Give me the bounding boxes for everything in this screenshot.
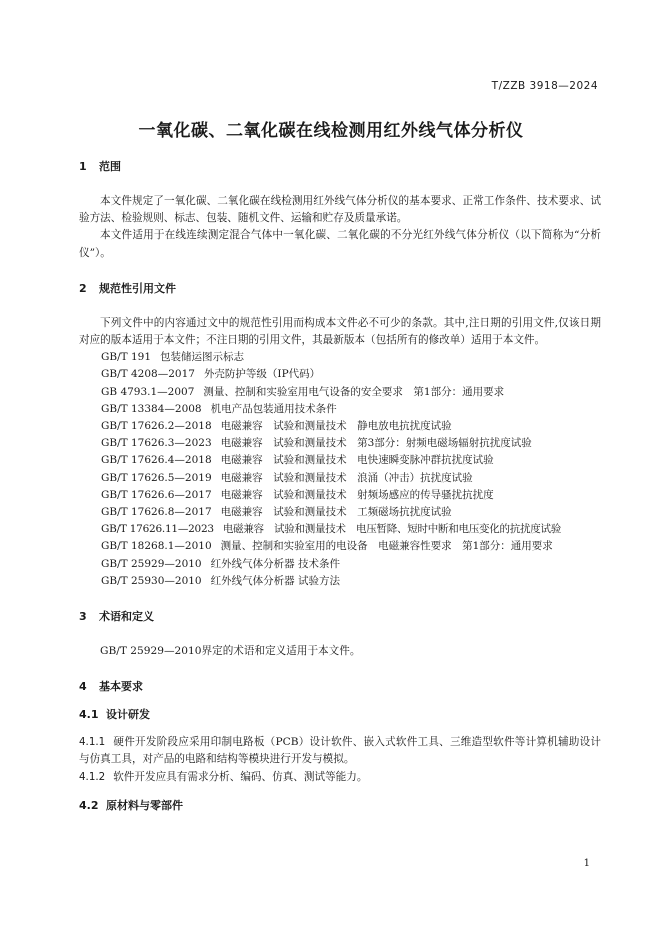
reference-name: 电磁兼容 试验和测量技术 静电放电抗扰度试验 (220, 420, 452, 433)
reference-item (79, 418, 601, 435)
reference-item (79, 556, 601, 573)
reference-name: 红外线气体分析器 技术条件 (210, 557, 340, 570)
section-number: 4 (79, 680, 87, 694)
reference-item (79, 349, 601, 366)
reference-name: 测量、控制和实验室用电气设备的安全要求 第1部分：通用要求 (203, 385, 505, 398)
reference-code: GB/T 17626.5—2019 (101, 471, 212, 484)
section-4-heading (79, 678, 601, 695)
reference-code: GB/T 4208—2017 (101, 368, 195, 381)
reference-code: GB/T 18268.1—2010 (101, 540, 212, 553)
section-3-heading (79, 608, 601, 625)
reference-list (79, 349, 601, 590)
reference-item (79, 452, 601, 469)
reference-item (79, 504, 601, 521)
subsection-number: 4.2 (79, 798, 99, 812)
reference-code: GB/T 17626.3—2023 (101, 437, 212, 450)
document-title: 一氧化碳、二氧化碳在线检测用红外线气体分析仪 (138, 121, 524, 141)
scope-paragraph-1: 本文件规定了一氧化碳、二氧化碳在线检测用红外线气体分析仪的基本要求、正常工作条件、技术要求、试验方法、检验规则、标志、包装、随机文件、运输和贮存及质量承诺。 (79, 195, 601, 225)
reference-name: 测量、控制和实验室用的电设备 电磁兼容性要求 第1部分：通用要求 (220, 540, 553, 553)
reference-item (79, 401, 601, 418)
section-title: 规范性引用文件 (99, 281, 176, 295)
reference-name: 电磁兼容 试验和测量技术 工频磁场抗扰度试验 (220, 506, 452, 519)
subsection-4-2-heading (79, 797, 601, 814)
reference-code: GB 4793.1—2007 (101, 385, 195, 398)
terms-paragraph: GB/T 25929—2010界定的术语和定义适用于本文件。 (100, 645, 361, 658)
reference-item (79, 521, 601, 538)
section-title: 术语和定义 (99, 610, 154, 624)
clause-4-1-2 (79, 769, 601, 786)
reference-item (79, 435, 601, 452)
reference-code: GB/T 17626.4—2018 (101, 454, 212, 467)
reference-name: 红外线气体分析器 试验方法 (210, 574, 340, 587)
reference-code: GB/T 17626.11—2023 (101, 523, 214, 536)
document-body (79, 158, 601, 814)
standard-code: T/ZZB 3918—2024 (491, 80, 598, 92)
reference-name: 外壳防护等级（IP代码） (203, 368, 321, 381)
reference-code: GB/T 13384—2008 (101, 402, 202, 415)
section-number: 1 (79, 160, 87, 173)
subsection-title: 原材料与零部件 (106, 798, 183, 812)
reference-name: 机电产品包装通用技术条件 (210, 402, 337, 415)
reference-code: GB/T 17626.6—2017 (101, 488, 212, 501)
page-number: 1 (583, 858, 590, 869)
reference-name: 电磁兼容 试验和测量技术 电快速瞬变脉冲群抗扰度试验 (220, 454, 494, 467)
normative-intro: 下列文件中的内容通过文中的规范性引用而构成本文件必不可少的条款。其中,注日期的引用文件,仅该日期对应的版本适用于本文件；不注日期的引用文件，其最新版本（包括所有的修改单）适用于本文件。 (79, 316, 601, 347)
reference-code: GB/T 191 (101, 351, 152, 364)
reference-item (79, 573, 601, 590)
reference-code: GB/T 25930—2010 (101, 574, 202, 587)
clause-4-1-1 (79, 734, 601, 768)
subsection-4-1-heading (79, 706, 601, 723)
section-number: 3 (79, 610, 87, 624)
reference-item (79, 538, 601, 555)
clause-number: 4.1.1 (79, 736, 106, 749)
clause-text: 硬件开发阶段应采用印制电路板（PCB）设计软件、嵌入式软件工具、三维造型软件等计算机辅助设计与仿真工具，对产品的电路和结构等模块进行开发与模拟。 (79, 736, 601, 766)
section-title: 范围 (99, 160, 121, 173)
section-number: 2 (79, 281, 87, 295)
reference-item (79, 366, 601, 383)
section-title: 基本要求 (99, 680, 143, 694)
subsection-title: 设计研发 (106, 708, 150, 722)
reference-code: GB/T 17626.2—2018 (101, 420, 212, 433)
clause-number: 4.1.2 (79, 770, 106, 783)
reference-item (79, 487, 601, 504)
reference-name: 电磁兼容 试验和测量技术 射频场感应的传导骚扰抗扰度 (220, 488, 494, 501)
clause-text: 软件开发应具有需求分析、编码、仿真、测试等能力。 (113, 770, 368, 783)
reference-item (79, 384, 601, 401)
reference-name: 电磁兼容 试验和测量技术 浪涌（冲击）抗扰度试验 (220, 471, 473, 484)
scope-paragraph-2: 本文件适用于在线连续测定混合气体中一氧化碳、二氧化碳的不分光红外线气体分析仪（以下简称为“分析仪”）。 (79, 229, 601, 259)
reference-name: 包装储运图示标志 (160, 351, 245, 364)
reference-code: GB/T 17626.8—2017 (101, 506, 212, 519)
section-2-heading (79, 280, 601, 297)
section-1-heading (79, 158, 601, 175)
reference-name: 电磁兼容 试验和测量技术 第3部分：射频电磁场辐射抗扰度试验 (220, 437, 532, 450)
reference-code: GB/T 25929—2010 (101, 557, 202, 570)
reference-item (79, 470, 601, 487)
subsection-number: 4.1 (79, 708, 99, 722)
reference-name: 电磁兼容 试验和测量技术 电压暂降、短时中断和电压变化的抗扰度试验 (222, 523, 562, 536)
